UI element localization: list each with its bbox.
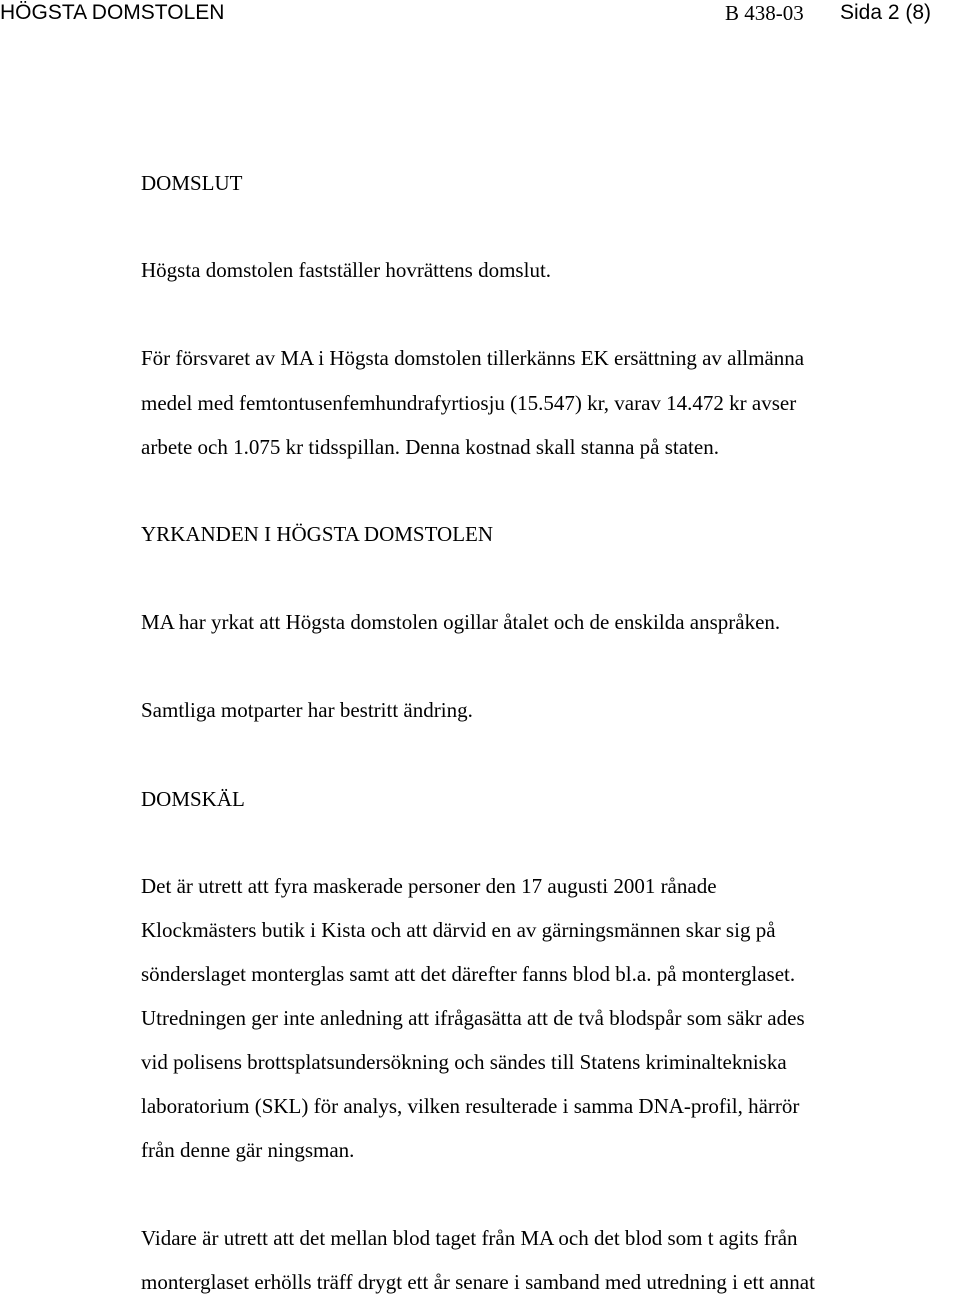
domskal-paragraph-1-line: Utredningen ger inte anledning att ifrågasätta att de två blodspår som säkr ades	[141, 1006, 805, 1030]
heading-yrkanden: YRKANDEN I HÖGSTA DOMSTOLEN	[141, 522, 494, 546]
domskal-paragraph-2-line: Vidare är utrett att det mellan blod taget från MA och det blod som t agits från	[141, 1226, 798, 1250]
heading-domskal: DOMSKÄL	[141, 787, 245, 811]
heading-domslut: DOMSLUT	[141, 171, 243, 195]
domslut-paragraph-2-line: arbete och 1.075 kr tidsspillan. Denna kostnad skall stanna på staten.	[141, 435, 719, 459]
yrkanden-paragraph-1: MA har yrkat att Högsta domstolen ogillar åtalet och de enskilda anspråken.	[141, 610, 781, 634]
domskal-paragraph-1-line: från denne gär ningsman.	[141, 1138, 355, 1162]
page-number: Sida 2 (8)	[840, 1, 932, 24]
page-header	[0, 0, 960, 30]
domslut-paragraph-1: Högsta domstolen fastställer hovrättens domslut.	[141, 258, 552, 282]
case-number: B 438-03	[725, 1, 804, 25]
domskal-paragraph-1-line: sönderslaget monterglas samt att det därefter fanns blod bl.a. på monterglaset.	[141, 962, 796, 986]
domskal-paragraph-2-line: monterglaset erhölls träff drygt ett år senare i samband med utredning i ett annat	[141, 1270, 815, 1294]
domslut-paragraph-2-line: medel med femtontusenfemhundrafyrtiosju (15.547) kr, varav 14.472 kr avser	[141, 391, 797, 415]
domskal-paragraph-1-line: laboratorium (SKL) för analys, vilken resulterade i samma DNA-profil, härrör	[141, 1094, 800, 1118]
yrkanden-paragraph-2: Samtliga motparter har bestritt ändring.	[141, 698, 473, 722]
domslut-paragraph-2-line: För försvaret av MA i Högsta domstolen tillerkänns EK ersättning av allmänna	[141, 346, 805, 370]
domskal-paragraph-1-line: Klockmästers butik i Kista och att därvid en av gärningsmännen skar sig på	[141, 918, 776, 942]
court-name: HÖGSTA DOMSTOLEN	[0, 1, 225, 24]
domskal-paragraph-1-line: Det är utrett att fyra maskerade personer den 17 augusti 2001 rånade	[141, 874, 717, 898]
domskal-paragraph-1-line: vid polisens brottsplatsundersökning och sändes till Statens kriminaltekniska	[141, 1050, 787, 1074]
